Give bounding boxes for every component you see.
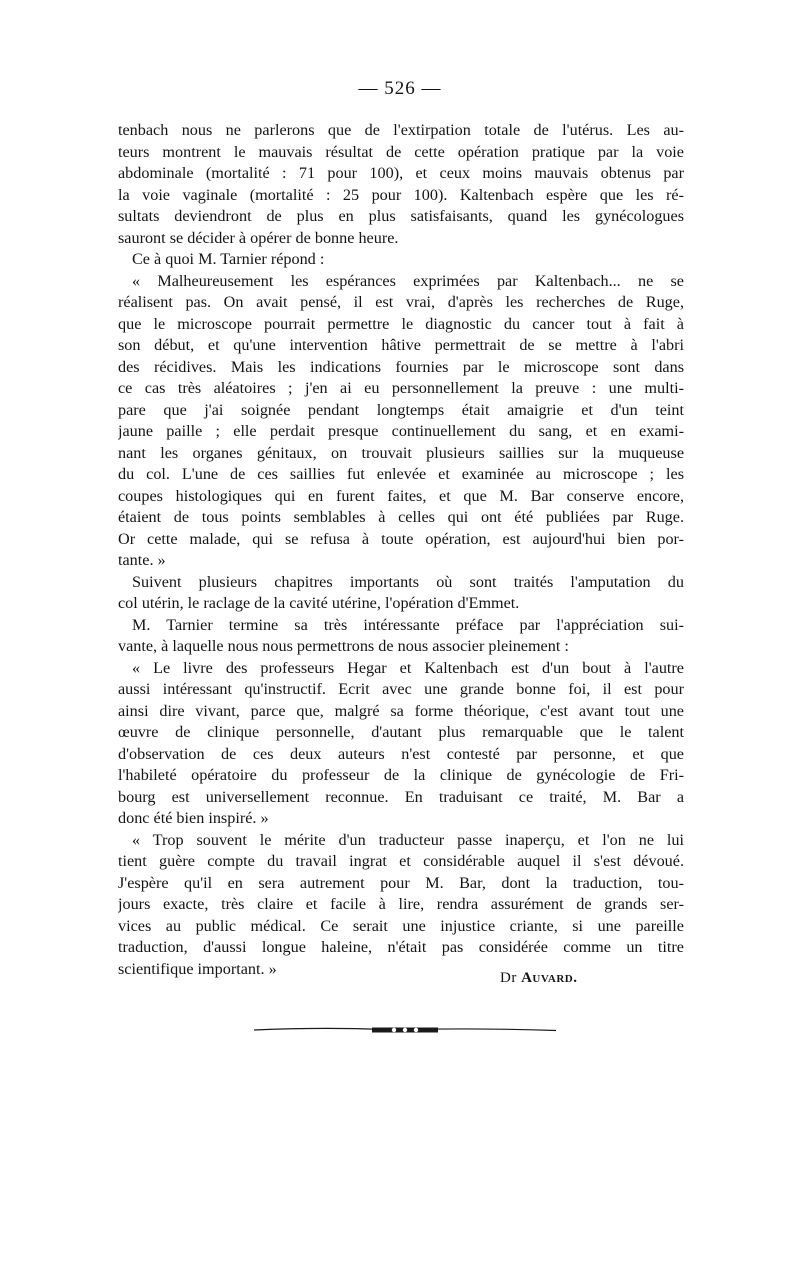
text-line: J'espère qu'il en sera autrement pour M. Bar, dont la traduction, tou- [118,873,684,892]
text-line: Ce à quoi M. Tarnier répond : [132,250,325,268]
text-line: jours exacte, très claire et facile à lire, rendra assurément de grands ser- [118,895,684,913]
text-line: aussi intéressant qu'instructif. Ecrit avec une grande bonne foi, il est pour [118,680,684,698]
text-line: pare que j'ai soignée pendant longtemps était amaigrie et d'un teint [118,400,684,419]
text-line: du col. L'une de ces saillies fut enlevée et examinée au microscope ; les [118,465,684,483]
text-line: la voie vaginale (mortalité : 25 pour 100). Kaltenbach espère que les ré- [118,185,684,204]
text-line: tenbach nous ne parlerons que de l'extirpation totale de l'utérus. Les au- [118,121,684,139]
ornament-divider [254,1025,556,1035]
text-line: « Trop souvent le mérite d'un traducteur passe inaperçu, et l'on ne lui [132,830,684,849]
text-line: bourg est universellement reconnue. En traduisant ce traité, M. Bar a [118,787,684,806]
text-line: des récidives. Mais les indications fournies par le microscope sont dans [118,357,684,376]
text-line: sauront se décider à opérer de bonne heure. [118,228,399,247]
text-line: l'habileté opératoire du professeur de la clinique de gynécologie de Fri- [118,766,684,784]
text-line: col utérin, le raclage de la cavité utérine, l'opération d'Emmet. [118,594,520,612]
text-line: vices au public médical. Ce serait une injustice criante, si une pareille [118,916,684,935]
text-line: Or cette malade, qui se refusa à toute opération, est aujourd'hui bien por- [118,529,684,548]
text-line: coupes histologiques qui en furent faites, et que M. Bar conserve encore, [118,486,684,505]
text-line: son début, et qu'une intervention hâtive permettrait de se mettre à l'abri [118,336,684,354]
text-line: œuvre de clinique personnelle, d'autant plus remarquable que le talent [118,723,684,741]
text-line: réalisent pas. On avait pensé, il est vrai, d'après les recherches de Ruge, [118,293,684,311]
text-line: traduction, d'aussi longue haleine, n'était pas considérée comme un titre [118,938,684,956]
text-line: M. Tarnier termine sa très intéressante préface par l'appréciation sui- [132,615,684,634]
text-line: étaient de tous points semblables à celles qui ont été publiées par Ruge. [118,508,684,526]
signature-name: Auvard. [521,970,578,986]
text-line: tante. » [118,551,166,569]
text-line: tient guère compte du travail ingrat et considérable auquel il s'est dévoué. [118,852,684,870]
text-line: teurs montrent le mauvais résultat de cette opération pratique par la voie [118,142,684,161]
text-line: donc été bien inspiré. » [118,809,269,827]
text-line: scientifique important. » [118,959,277,978]
text-line: ce cas très aléatoires ; j'en ai eu personnellement la preuve : une multi- [118,379,684,397]
text-line: vante, à laquelle nous nous permettrons de nous associer pleinement : [118,637,569,655]
text-line: d'observation de ces deux auteurs n'est contesté par personne, et que [118,744,684,763]
signature [500,970,700,987]
body-text [118,120,684,980]
text-line: « Le livre des professeurs Hegar et Kaltenbach est d'un bout à l'autre [132,658,684,677]
page-number: — 526 — [358,78,442,99]
text-line: sultats deviendront de plus en plus satisfaisants, quand les gynécologues [118,207,684,225]
signature-prefix: Dr [500,970,517,986]
text-line: jaune paille ; elle perdait presque continuellement du sang, et en exami- [118,422,684,440]
text-line: nant les organes génitaux, on trouvait plusieurs saillies sur la muqueuse [118,443,684,462]
text-line: que le microscope pourrait permettre le diagnostic du cancer tout à fait à [118,314,684,333]
text-line: abdominale (mortalité : 71 pour 100), et ceux moins mauvais obtenus par [118,164,684,182]
text-line: Suivent plusieurs chapitres importants où sont traités l'amputation du [132,572,684,591]
text-line: ainsi dire vivant, parce que, malgré sa forme théorique, c'est avant tout une [118,701,684,720]
text-line: « Malheureusement les espérances exprimées par Kaltenbach... ne se [132,271,684,290]
